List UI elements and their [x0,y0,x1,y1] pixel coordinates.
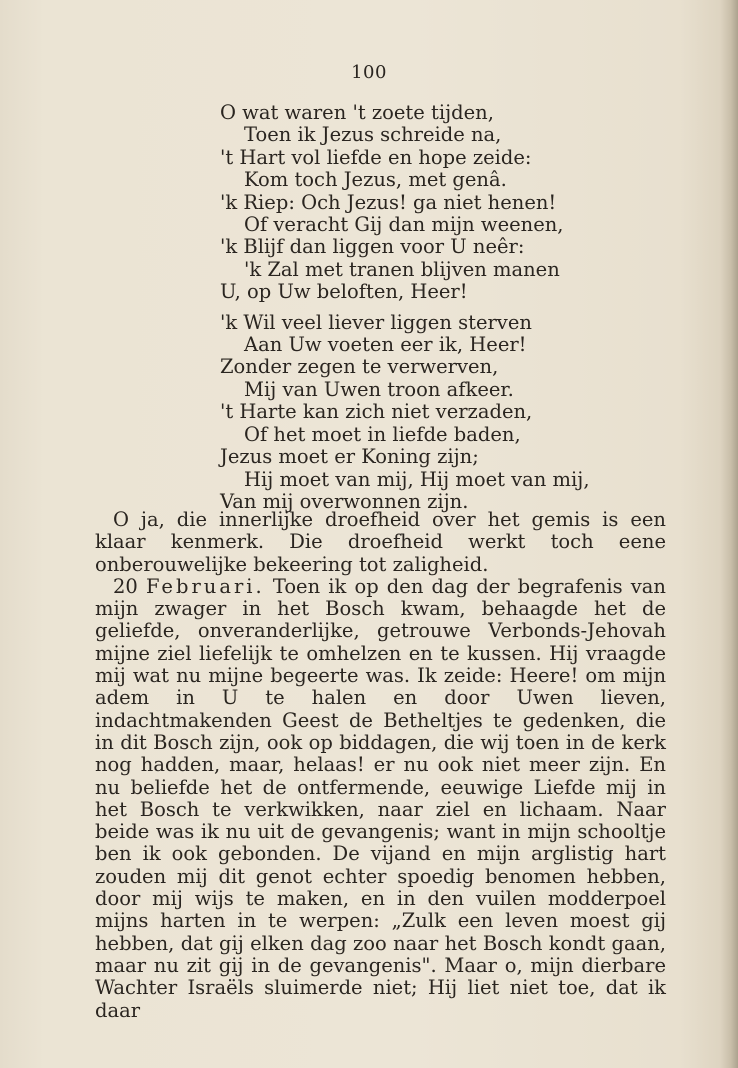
poem-line: Van mij overwonnen zijn. [220,489,469,513]
paragraph-2 [95,576,666,1022]
poem-line: Kom toch Jezus, met genâ. [244,168,507,192]
poem-line: 't Harte kan zich niet verzaden, [220,400,533,424]
date-number: 20 [113,574,138,598]
poem-stanza [220,312,640,514]
poem-line: 'k Zal met tranen blijven manen [244,257,560,281]
poem-line: Mij van Uwen troon afkeer. [244,377,514,401]
poem-line: Zonder zegen te verwerven, [220,355,499,379]
poem-line: Toen ik Jezus schreide na, [244,123,502,147]
poem-line: Of veracht Gij dan mijn weenen, [244,213,564,237]
paragraph-2-body: Toen ik op den dag der begrafenis van mijn zwager in het Bosch kwam, behaagde het de geliefde, onveranderlijke, getrouwe Verbonds-Jehovah mijne ziel liefelijk te omhelzen en te kussen. Hij vraagde mij wat nu mijne begeerte was. Ik zeide: Heere! om mijn adem in U te halen en door Uwen lieven, indachtmakenden Geest de Betheltjes te gedenken, die in dit Bosch zijn, ook op biddagen, die wij toen in de kerk nog hadden, maar, helaas! er nu ook niet meer zijn. En nu beliefde het de ontfermende, eeuwige Liefde mij in het Bosch te verkwikken, naar ziel en lichaam. Naar beide was ik nu uit de gevangenis; want in mijn schooltje ben ik ook gebonden. De vijand en mijn arglistig hart zouden mij dit genot echter spoedig benomen hebben, door mij wijs te maken, en in den vuilen modderpoel mijns harten in te werpen: „Zulk een leven moest gij hebben, dat gij elken dag zoo naar het Bosch kondt gaan, maar nu zit gij in de gevangenis". Maar o, mijn dierbare Wachter Israëls sluimerde niet; Hij liet niet toe, dat ik daar [95,574,666,1022]
poem-line: 'k Blijf dan liggen voor U neêr: [220,235,525,259]
page-edge-shadow [720,0,738,1068]
paragraph-1: O ja, die innerlijke droefheid over het gemis is een klaar kenmerk. Die droefheid werkt toch eene onberouwelijke bekeering tot zaligheid. [95,508,666,576]
prose-text [95,509,666,1022]
poem-line: Aan Uw voeten eer ik, Heer! [244,333,527,357]
poem-line: 't Hart vol liefde en hope zeide: [220,145,532,169]
poem-line: O wat waren 't zoete tijden, [220,101,494,124]
date-word: Februari. [145,574,265,598]
poem-line: Jezus moet er Koning zijn; [220,445,479,469]
poem-line: Hij moet van mij, Hij moet van mij, [244,467,590,491]
page-number: 100 [351,62,387,83]
poem-line: 'k Wil veel liever liggen sterven [220,310,532,334]
poem-stanza [220,102,640,304]
poem-line: 'k Riep: Och Jezus! ga niet henen! [220,190,557,214]
poem [220,102,640,513]
poem-line: Of het moet in liefde baden, [244,422,521,446]
poem-line: U, op Uw beloften, Heer! [220,280,468,304]
